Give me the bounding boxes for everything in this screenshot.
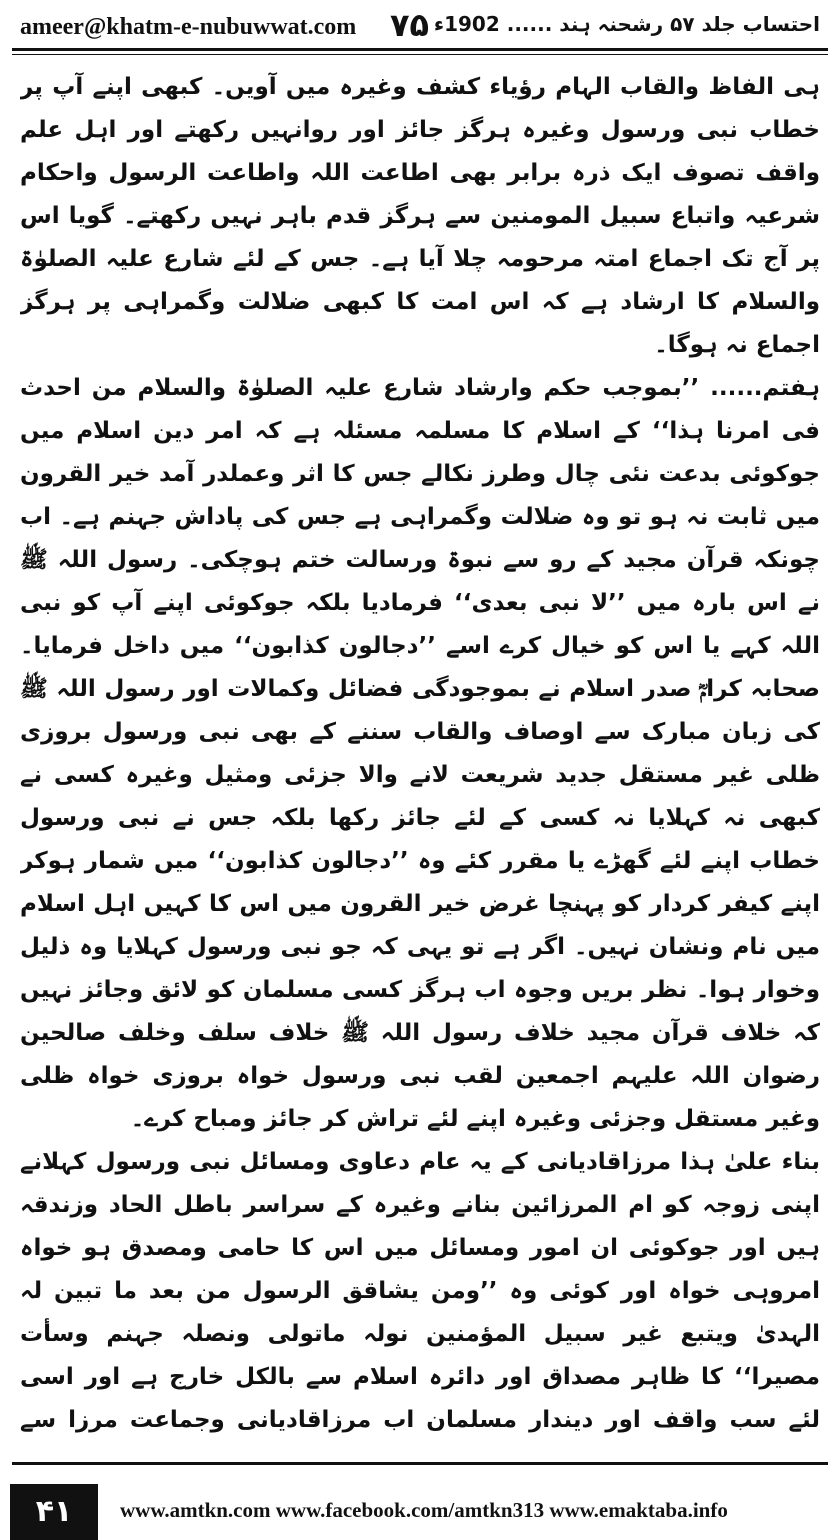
paragraph-2: ہفتم...... ’’بموجب حکم وارشاد شارع علیہ الصلوٰۃ والسلام من احدث فی امرنا ہذا‘‘ کے اسلام کا مسلمہ مسئلہ ہے کہ امر دین اسلام میں جوکوئی بدعت نئی چال وطرز نکالے جس کا اثر وعملدر آمد خیر القرون میں ثابت نہ ہو تو وہ ضلالت وگمراہی ہے جس کی پاداش جہنم ہے۔ اب چونکہ قرآن مجید کے رو سے نبوۃ ورسالت ختم ہوچکی۔ رسول اللہ ﷺ نے اس بارہ میں ’’لا نبی بعدی‘‘ فرمادیا بلکہ جوکوئی اپنے آپ کو نبی اللہ کہے یا اس کو خیال کرے اسے ’’دجالون کذابون‘‘ میں داخل فرمایا۔ صحابہ کرامؓ صدر اسلام نے بموجودگی فضائل وکمالات اور رسول اللہ ﷺ کی زبان مبارک سے اوصاف والقاب سننے کے بھی نبی ورسول بروزی ظلی غیر مستقل جدید شریعت لانے والا جزئی ومثیل وغیرہ کسی نے کبھی نہ کہلایا نہ کسی کے لئے جائز رکھا بلکہ جس نے نبی ورسول خطاب اپنے لئے گھڑے یا مقرر کئے وہ ’’دجالون کذابون‘‘ میں شمار ہوکر اپنے کیفر کردار کو پہنچا غرض خیر القرون میں اس کا کہیں اہل اسلام میں نام ونشان نہیں۔ اگر ہے تو یہی کہ جو نبی ورسول کہلایا وہ ذلیل وخوار ہوا۔ نظر بریں وجوہ اب ہرگز کسی مسلمان کو لائق وجائز نہیں کہ خلاف قرآن مجید خلاف رسول اللہ ﷺ خلاف سلف وخلف صالحین رضوان اللہ علیہم اجمعین لقب نبی ورسول خواہ بروزی خواہ ظلی وغیر مستقل وجزئی وغیرہ اپنے لئے تراش کر جائز ومباح کرے۔ <box>20 375 820 1132</box>
footer-links: www.amtkn.com www.facebook.com/amtkn313 www.emaktaba.info <box>120 1498 728 1522</box>
page-body <box>20 66 820 1436</box>
header-email: ameer@khatm-e-nubuwwat.com <box>20 14 357 40</box>
header-page-number: ۷۵ <box>390 6 430 44</box>
paragraph-3: بناء علیٰ ہذا مرزاقادیانی کے یہ عام دعاوی ومسائل نبی ورسول کہلانے اپنی زوجہ کو ام المرزائین بنانے وغیرہ کے سراسر باطل الحاد وزندقہ ہیں اور جوکوئی ان امور ومسائل میں اس کا حامی ومصدق ہو خواہ امروہی خواہ اور کوئی وہ ’’ومن یشاقق الرسول من بعد ما تبین لہ الہدیٰ ویتبع غیر سبیل المؤمنین نولہ ماتولی ونصلہ جہنم وسأت مصیرا‘‘ کا ظاہر مصداق اور دائرہ اسلام سے بالکل خارج ہے اور اسی لئے سب واقف اور دیندار مسلمان اب مرزاقادیانی وجماعت مرزا سے <box>20 1149 820 1433</box>
page-header <box>0 0 840 46</box>
footer-page-number: ۴۱ <box>10 1484 98 1540</box>
paragraph-1: ہی الفاظ والقاب الہام رؤیاء کشف وغیرہ میں آویں۔ کبھی اپنے آپ پر خطاب نبی ورسول وغیرہ ہرگز جائز اور روانہیں رکھتے اور اہل علم واقف تصوف ایک ذرہ برابر بھی اطاعت اللہ واطاعت الرسول واحکام شرعیہ واتباع سبیل المومنین سے ہرگز قدم باہر نہیں رکھتے۔ گویا اس پر آج تک اجماع امتہ مرحومہ چلا آیا ہے۔ جس کے لئے شارع علیہ الصلوٰۃ والسلام کا ارشاد ہے کہ اس امت کا کبھی ضلالت وگمراہی پر ہرگز اجماع نہ ہوگا۔ <box>20 74 820 358</box>
header-divider-thin <box>12 54 828 55</box>
footer-divider <box>12 1462 828 1465</box>
header-divider <box>12 48 828 51</box>
page-footer <box>0 1462 840 1540</box>
header-book-title: احتساب جلد ۵۷ رشحنہ ہند ...... 1902ء <box>433 12 820 36</box>
